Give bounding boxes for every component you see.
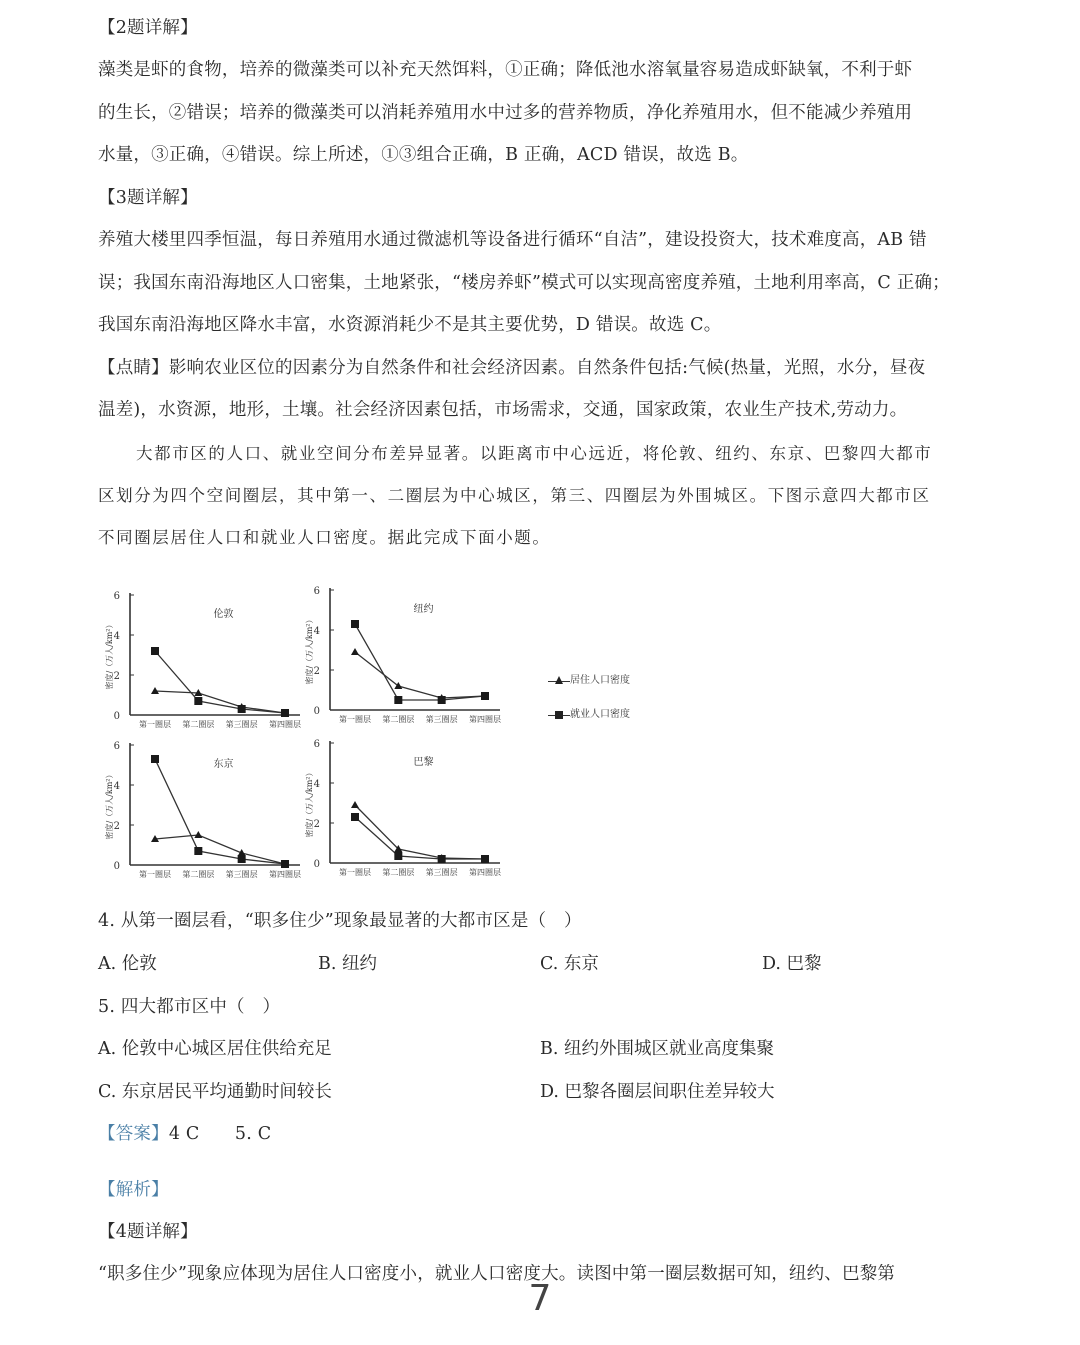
y-axis-label: 密度/（万人/km²）	[305, 615, 314, 685]
y-tick-label: 0	[113, 711, 120, 722]
line-chart-paris	[300, 728, 515, 880]
legend-residential	[548, 671, 630, 686]
data-point-square	[281, 860, 289, 868]
data-point-triangle	[351, 801, 359, 808]
x-tick-label: 第四圈层	[469, 868, 501, 877]
x-tick-label: 第二圈层	[182, 720, 215, 729]
x-tick-label: 第一圈层	[339, 715, 371, 724]
data-point-square	[281, 709, 289, 717]
x-tick-label: 第三圈层	[425, 715, 458, 724]
y-tick-label: 0	[313, 859, 320, 870]
x-tick-label: 第四圈层	[269, 720, 301, 729]
q4-option-b[interactable]: B. 纽约	[318, 954, 377, 974]
x-tick-label: 第四圈层	[469, 715, 501, 724]
y-axis-label: 密度/（万人/km²）	[305, 768, 314, 838]
data-point-square	[194, 847, 202, 855]
series-line-triangle	[155, 835, 285, 864]
y-tick-label: 6	[113, 591, 120, 602]
q4-heading: 【4题详解】	[98, 1222, 198, 1242]
answer-text: 4 C 5. C	[168, 1124, 272, 1144]
q4-option-d[interactable]: D. 巴黎	[762, 954, 822, 974]
y-tick-label: 2	[113, 821, 120, 832]
q2-text-line: 水量，③正确，④错误。综上所述，①③组合正确，B 正确，ACD 错误，故选 B。	[98, 145, 749, 165]
x-tick-label: 第三圈层	[225, 720, 258, 729]
x-tick-label: 第一圈层	[139, 720, 171, 729]
x-tick-label: 第四圈层	[269, 870, 301, 879]
x-tick-label: 第三圈层	[425, 868, 458, 877]
q5-stem: 5. 四大都市区中（ ）	[98, 997, 281, 1017]
triangle-marker-icon	[548, 676, 570, 686]
x-tick-label: 第三圈层	[225, 870, 258, 879]
chart-title: 东京	[213, 759, 234, 770]
q4-option-c[interactable]: C. 东京	[540, 954, 599, 974]
y-tick-label: 0	[313, 706, 320, 717]
q2-text-line: 的生长，②错误；培养的微藻类可以消耗养殖用水中过多的营养物质，净化养殖用水，但不能减少养殖用	[98, 103, 913, 123]
y-tick-label: 4	[113, 631, 120, 642]
q5-option-b[interactable]: B. 纽约外围城区就业高度集聚	[540, 1039, 774, 1059]
data-point-triangle	[194, 831, 202, 838]
legend-employment	[548, 705, 630, 720]
series-line-square	[355, 624, 485, 700]
chart-title: 伦敦	[213, 609, 234, 620]
y-tick-label: 6	[113, 741, 120, 752]
data-point-square	[438, 696, 446, 704]
q2-heading: 【2题详解】	[98, 18, 198, 38]
line-chart-london	[100, 580, 310, 730]
x-tick-label: 第一圈层	[339, 868, 371, 877]
data-point-square	[351, 813, 359, 821]
data-point-square	[394, 852, 402, 860]
y-axis-label: 密度/（万人/km²）	[105, 770, 114, 840]
data-point-square	[351, 620, 359, 628]
q3-heading: 【3题详解】	[98, 188, 198, 208]
chart-paris	[300, 728, 515, 880]
series-line-square	[155, 759, 285, 864]
q3-text-line: 我国东南沿海地区降水丰富，水资源消耗少不是其主要优势，D 错误。故选 C。	[98, 315, 722, 335]
q4-stem: 4. 从第一圈层看，“职多住少”现象最显著的大都市区是（ ）	[98, 911, 582, 931]
data-point-square	[238, 855, 246, 863]
data-point-square	[194, 697, 202, 705]
answer-label: 【答案】	[98, 1124, 169, 1144]
x-tick-label: 第二圈层	[182, 870, 215, 879]
data-point-square	[151, 647, 159, 655]
chart-new-york	[300, 575, 515, 727]
legend-employment-label: 就业人口密度	[570, 709, 630, 720]
chart-london	[100, 580, 310, 730]
q3-text-line: 养殖大楼里四季恒温，每日养殖用水通过微滤机等设备进行循环“自洁”，建设投资大，技术难度高，AB 错	[98, 230, 927, 250]
data-point-square	[481, 692, 489, 700]
y-tick-label: 0	[113, 861, 120, 872]
data-point-square	[238, 705, 246, 713]
series-line-square	[355, 817, 485, 859]
line-chart-new-york	[300, 575, 515, 727]
legend-residential-label: 居住人口密度	[570, 675, 630, 686]
analysis-label: 【解析】	[98, 1180, 169, 1200]
y-tick-label: 6	[313, 586, 320, 597]
data-point-square	[438, 855, 446, 863]
chart-tokyo	[100, 730, 310, 882]
intro-line: 大都市区的人口、就业空间分布差异显著。以距离市中心远近，将伦敦、纽约、东京、巴黎四大都市	[136, 444, 933, 463]
q5-option-a[interactable]: A. 伦敦中心城区居住供给充足	[98, 1039, 332, 1059]
q4-option-a[interactable]: A. 伦敦	[98, 954, 157, 974]
x-tick-label: 第一圈层	[139, 870, 171, 879]
y-tick-label: 4	[113, 781, 120, 792]
chart-title: 巴黎	[413, 757, 434, 768]
q5-option-d[interactable]: D. 巴黎各圈层间职住差异较大	[540, 1082, 775, 1102]
tip-label: 【点睛】	[98, 358, 169, 378]
series-line-triangle	[155, 691, 285, 713]
y-tick-label: 4	[313, 779, 320, 790]
series-line-triangle	[355, 805, 485, 859]
y-tick-label: 2	[313, 819, 320, 830]
y-tick-label: 2	[313, 666, 320, 677]
answer-row	[98, 1122, 988, 1146]
data-point-square	[481, 855, 489, 863]
square-marker-icon	[548, 710, 570, 720]
y-axis-label: 密度/（万人/km²）	[105, 620, 114, 690]
tip-paragraph	[98, 356, 988, 380]
x-tick-label: 第二圈层	[382, 868, 415, 877]
data-point-triangle	[351, 648, 359, 655]
series-line-square	[155, 651, 285, 713]
chart-title: 纽约	[413, 604, 434, 615]
tip-text-line: 温差)，水资源，地形，土壤。社会经济因素包括，市场需求，交通，国家政策，农业生产技术,劳动力。	[98, 400, 908, 420]
intro-line: 区划分为四个空间圈层，其中第一、二圈层为中心城区，第三、四圈层为外围城区。下图示意四大都市区	[98, 486, 931, 505]
y-tick-label: 2	[113, 671, 120, 682]
page-number: 7	[528, 1278, 552, 1319]
q2-text-line: 藻类是虾的食物，培养的微藻类可以补充天然饵料，①正确；降低池水溶氧量容易造成虾缺氧，不利于虾	[98, 60, 913, 80]
y-tick-label: 6	[313, 739, 320, 750]
intro-line: 不同圈层居住人口和就业人口密度。据此完成下面小题。	[98, 528, 551, 547]
q5-option-c[interactable]: C. 东京居民平均通勤时间较长	[98, 1082, 332, 1102]
line-chart-tokyo	[100, 730, 310, 882]
q4-text-line: “职多住少”现象应体现为居住人口密度小，就业人口密度大。读图中第一圈层数据可知，纽约、巴黎第	[98, 1264, 896, 1284]
y-tick-label: 4	[313, 626, 320, 637]
q3-text-line: 误；我国东南沿海地区人口密集，土地紧张，“楼房养虾”模式可以实现高密度养殖，土地利用率高，C 正确；	[98, 273, 950, 293]
tip-text-line: 影响农业区位的因素分为自然条件和社会经济因素。自然条件包括:气候(热量，光照，水分，昼夜	[168, 358, 926, 378]
x-tick-label: 第二圈层	[382, 715, 415, 724]
data-point-square	[151, 755, 159, 763]
data-point-square	[394, 696, 402, 704]
